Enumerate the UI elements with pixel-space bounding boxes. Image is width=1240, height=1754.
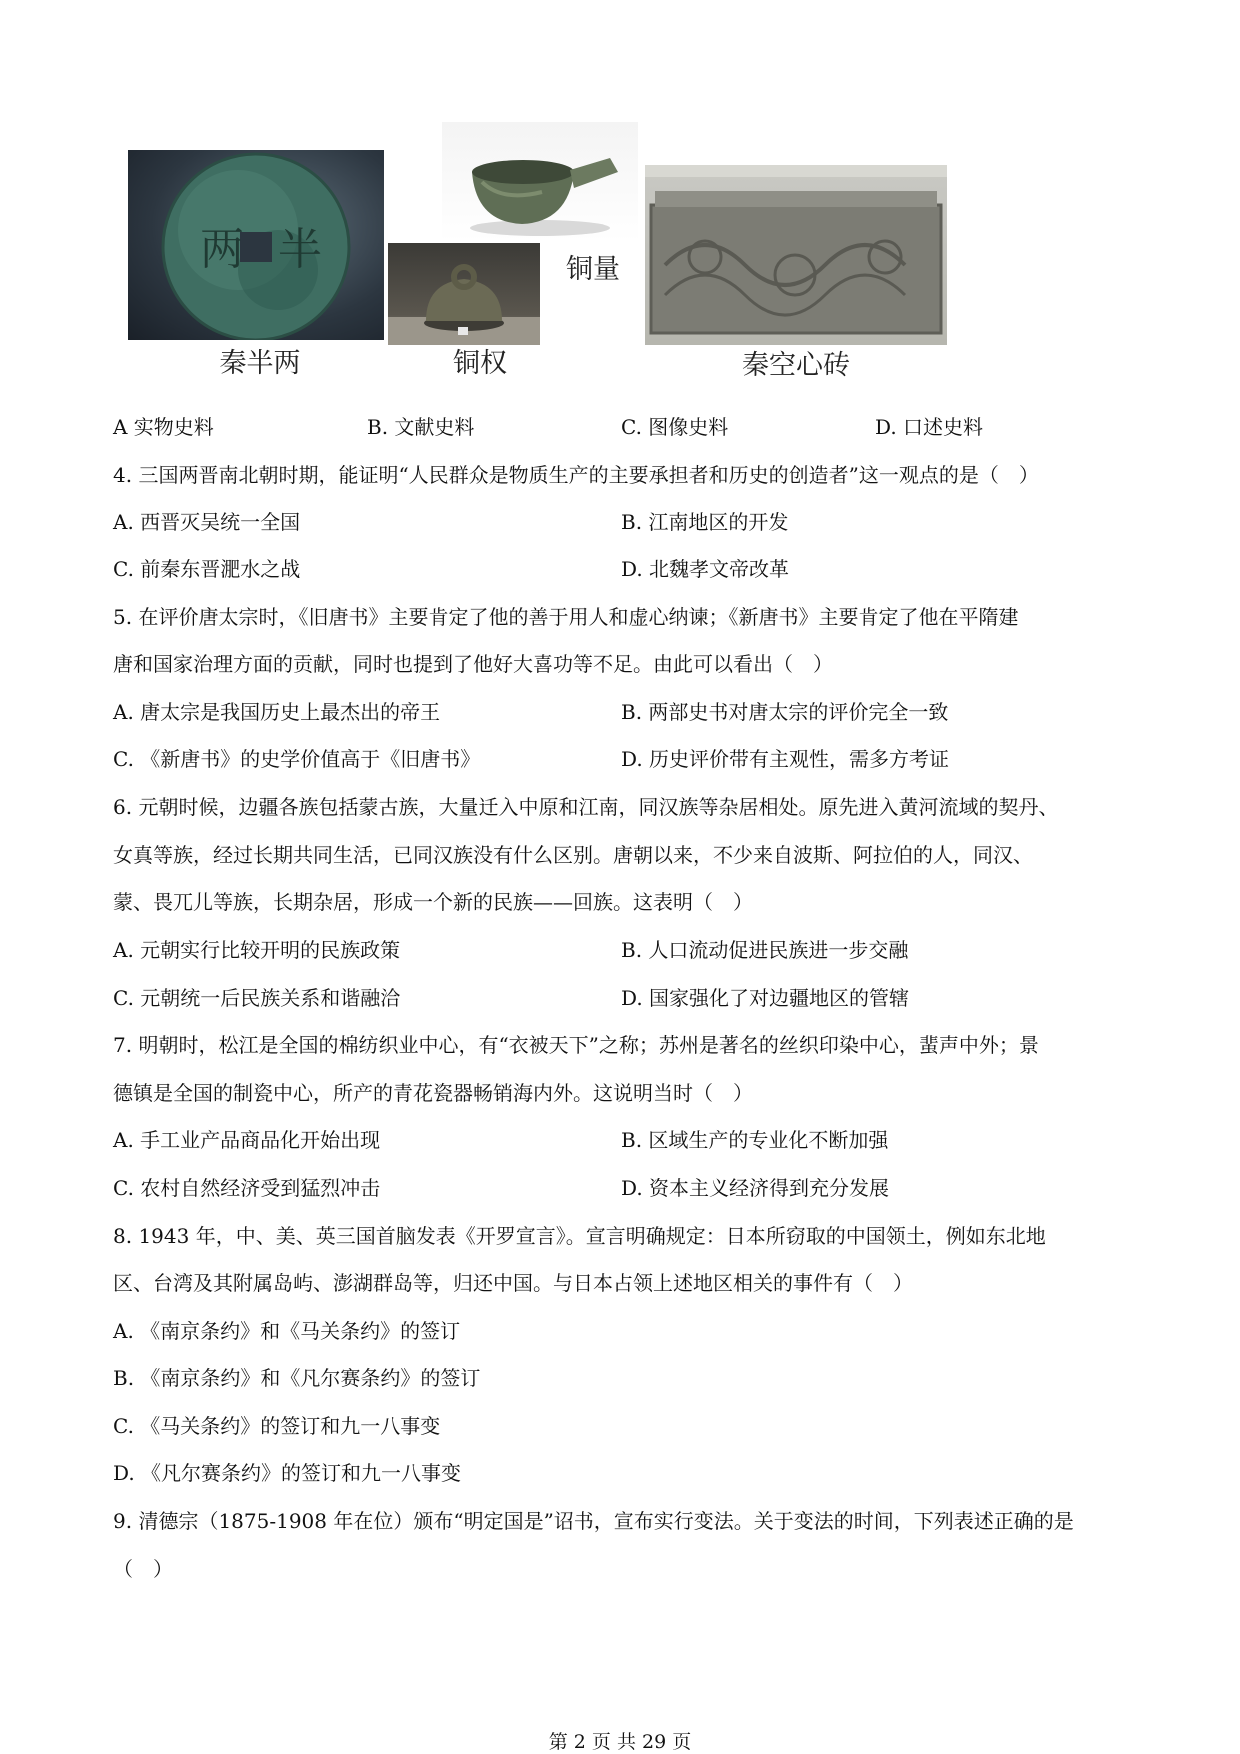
q9-stem-line2: （ ） bbox=[113, 1557, 173, 1581]
q8-option-d: D. 《凡尔赛条约》的签订和九一八事变 bbox=[113, 1461, 462, 1485]
q8-option-c: C. 《马关条约》的签订和九一八事变 bbox=[113, 1414, 441, 1438]
q6-option-c: C. 元朝统一后民族关系和谐融洽 bbox=[113, 986, 401, 1010]
q9-stem-line1: 9. 清德宗（1875-1908 年在位）颁布“明定国是”诏书，宣布实行变法。关于变法的时间，下列表述正确的是 bbox=[113, 1509, 1074, 1533]
q4-stem: 4. 三国两晋南北朝时期，能证明“人民群众是物质生产的主要承担者和历史的创造者”这一观点的是（ ） bbox=[113, 463, 1039, 487]
q8-stem-line2: 区、台湾及其附属岛屿、澎湖群岛等，归还中国。与日本占领上述地区相关的事件有（ ） bbox=[113, 1271, 913, 1295]
q8-option-a: A. 《南京条约》和《马关条约》的签订 bbox=[113, 1319, 461, 1343]
q3-option-d: D. 口述史料 bbox=[875, 415, 984, 439]
q4-option-a: A. 西晋灭吴统一全国 bbox=[113, 510, 301, 534]
q5-stem-line2: 唐和国家治理方面的贡献，同时也提到了他好大喜功等不足。由此可以看出（ ） bbox=[113, 652, 833, 676]
q4-option-b: B. 江南地区的开发 bbox=[621, 510, 789, 534]
q7-option-c: C. 农村自然经济受到猛烈冲击 bbox=[113, 1176, 381, 1200]
q3-option-b: B. 文献史料 bbox=[367, 415, 475, 439]
qin-hollow-brick-photo bbox=[645, 165, 947, 345]
q4-option-c: C. 前秦东晋淝水之战 bbox=[113, 557, 301, 581]
q7-stem-line1: 7. 明朝时，松江是全国的棉纺织业中心，有“衣被天下”之称；苏州是著名的丝织印染中心，蜚声中外；景 bbox=[113, 1033, 1039, 1057]
page-number-footer: 第 2 页 共 29 页 bbox=[548, 1731, 692, 1753]
caption-bronze-measure: 铜量 bbox=[566, 254, 620, 285]
q7-option-b: B. 区域生产的专业化不断加强 bbox=[621, 1128, 889, 1152]
bronze-measure-photo bbox=[442, 122, 638, 242]
q7-option-a: A. 手工业产品商品化开始出现 bbox=[113, 1128, 381, 1152]
q5-option-c: C. 《新唐书》的史学价值高于《旧唐书》 bbox=[113, 747, 481, 771]
q5-option-a: A. 唐太宗是我国历史上最杰出的帝王 bbox=[113, 700, 441, 724]
q7-option-d: D. 资本主义经济得到充分发展 bbox=[621, 1176, 890, 1200]
q5-option-b: B. 两部史书对唐太宗的评价完全一致 bbox=[621, 700, 949, 724]
bronze-weight-photo bbox=[388, 243, 540, 345]
caption-qin-banliang: 秦半两 bbox=[219, 348, 301, 379]
q6-stem-line2: 女真等族，经过长期共同生活，已同汉族没有什么区别。唐朝以来，不少来自波斯、阿拉伯的人，同汉、 bbox=[113, 843, 1033, 867]
q6-stem-line3: 蒙、畏兀儿等族，长期杂居，形成一个新的民族——回族。这表明（ ） bbox=[113, 890, 753, 914]
caption-bronze-weight: 铜权 bbox=[453, 348, 507, 379]
q6-option-a: A. 元朝实行比较开明的民族政策 bbox=[113, 938, 401, 962]
q4-option-d: D. 北魏孝文帝改革 bbox=[621, 557, 790, 581]
qin-banliang-coin-photo bbox=[128, 150, 384, 340]
q5-stem-line1: 5. 在评价唐太宗时，《旧唐书》主要肯定了他的善于用人和虚心纳谏；《新唐书》主要肯定了他在平隋建 bbox=[113, 605, 1019, 629]
caption-qin-hollow-brick: 秦空心砖 bbox=[742, 350, 850, 381]
q6-option-b: B. 人口流动促进民族进一步交融 bbox=[621, 938, 909, 962]
coin-char-ban: 半 bbox=[278, 224, 322, 275]
q3-option-a: A 实物史料 bbox=[113, 415, 214, 439]
q6-stem-line1: 6. 元朝时候，边疆各族包括蒙古族，大量迁入中原和江南，同汉族等杂居相处。原先进入黄河流域的契丹、 bbox=[113, 795, 1059, 819]
q3-option-c: C. 图像史料 bbox=[621, 415, 729, 439]
q5-option-d: D. 历史评价带有主观性，需多方考证 bbox=[621, 747, 950, 771]
q8-stem-line1: 8. 1943 年，中、美、英三国首脑发表《开罗宣言》。宣言明确规定：日本所窃取的中国领土，例如东北地 bbox=[113, 1224, 1046, 1248]
coin-char-liang: 两 bbox=[200, 224, 244, 275]
q8-option-b: B. 《南京条约》和《凡尔赛条约》的签订 bbox=[113, 1366, 481, 1390]
q6-option-d: D. 国家强化了对边疆地区的管辖 bbox=[621, 986, 910, 1010]
q7-stem-line2: 德镇是全国的制瓷中心，所产的青花瓷器畅销海内外。这说明当时（ ） bbox=[113, 1081, 753, 1105]
